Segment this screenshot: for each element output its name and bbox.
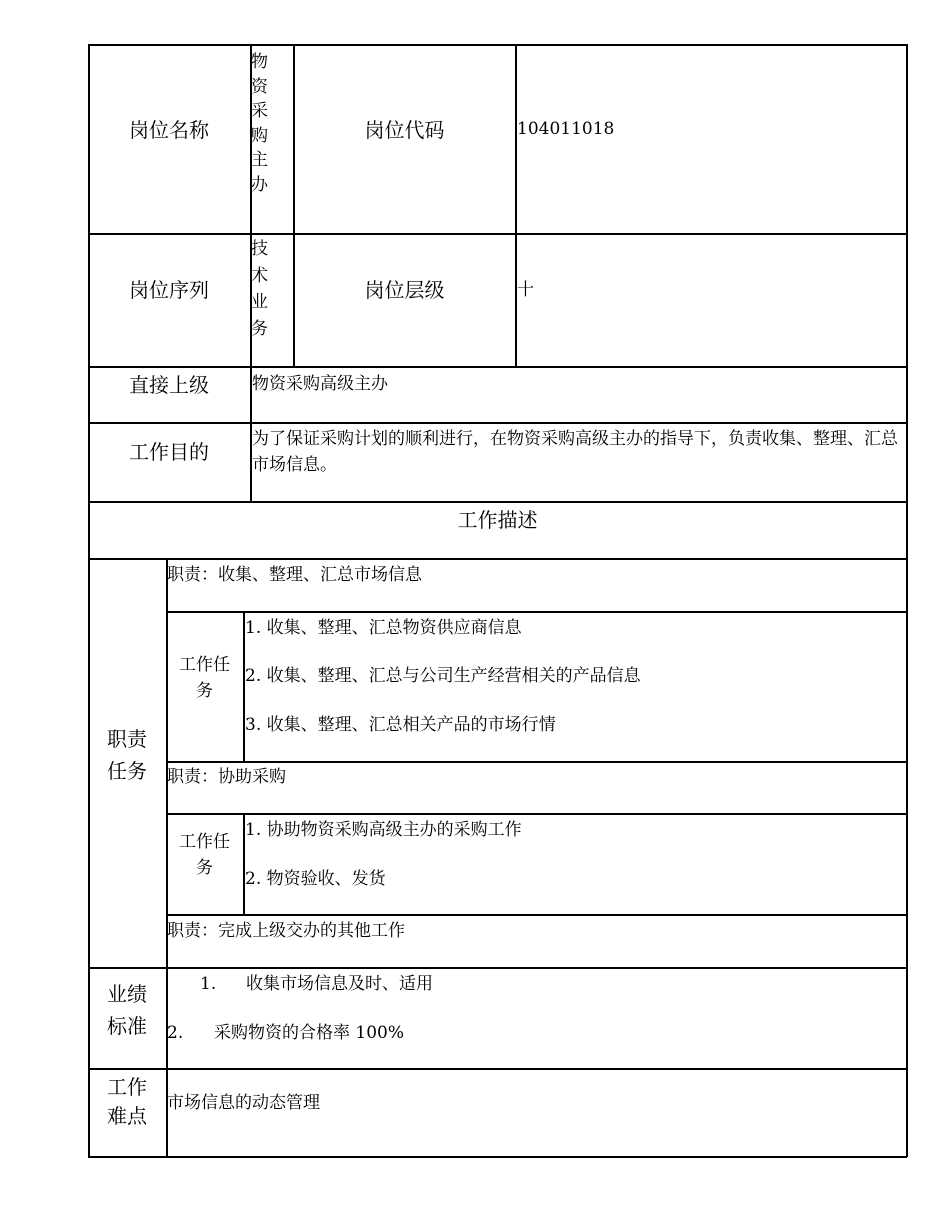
task-label-line: 务 xyxy=(196,858,213,878)
task-label-line: 务 xyxy=(196,681,213,701)
performance-item-number: 1. xyxy=(200,974,217,994)
duties-section-label xyxy=(88,723,166,787)
performance-label-line: 业绩 xyxy=(107,982,147,1006)
rule xyxy=(166,813,907,815)
rule xyxy=(88,422,907,424)
rule xyxy=(88,44,907,46)
performance-label xyxy=(88,978,166,1042)
rule xyxy=(906,44,908,1157)
performance-label-line: 标准 xyxy=(107,1014,147,1038)
performance-item-text: 收集市场信息及时、适用 xyxy=(246,974,433,994)
task-item: 1. 收集、整理、汇总物资供应商信息 xyxy=(245,618,522,638)
level-label: 岗位层级 xyxy=(364,278,445,302)
sequence-char: 业 xyxy=(251,292,268,312)
rule xyxy=(88,501,907,503)
duty-title: 职责：协助采购 xyxy=(167,767,286,787)
task-item: 1. 协助物资采购高级主办的采购工作 xyxy=(245,820,522,840)
sequence-char: 务 xyxy=(251,318,268,339)
sequence-char: 术 xyxy=(251,265,268,286)
difficulty-label-line: 难点 xyxy=(107,1104,147,1128)
purpose-value: 为了保证采购计划的顺利进行，在物资采购高级主办的指导下，负责收集、整理、汇总市场信息。 xyxy=(252,429,898,475)
difficulty-value: 市场信息的动态管理 xyxy=(167,1093,320,1113)
duties-label-line: 任务 xyxy=(107,759,147,783)
task-label xyxy=(166,829,243,881)
position-code-label: 岗位代码 xyxy=(364,118,445,142)
task-item: 3. 收集、整理、汇总相关产品的市场行情 xyxy=(245,715,556,735)
sequence-char: 技 xyxy=(251,239,268,259)
performance-item-number: 2. xyxy=(167,1023,184,1043)
rule xyxy=(293,44,295,367)
difficulty-label-line: 工作 xyxy=(107,1075,147,1099)
duties-label-line: 职责 xyxy=(107,727,147,751)
position-name-value xyxy=(251,50,273,197)
position-name-char: 物 xyxy=(251,52,268,72)
duty-title: 职责：收集、整理、汇总市场信息 xyxy=(167,565,422,585)
performance-item-text: 采购物资的合格率 100% xyxy=(214,1023,405,1043)
rule xyxy=(166,914,907,916)
rule xyxy=(88,233,907,235)
position-name-char: 主 xyxy=(251,150,268,170)
task-label xyxy=(166,652,243,704)
position-name-char: 办 xyxy=(251,174,268,195)
task-item: 2. 物资验收、发货 xyxy=(245,869,386,889)
difficulty-label xyxy=(88,1073,166,1131)
position-name-char: 购 xyxy=(251,125,268,146)
rule xyxy=(166,611,907,613)
rule xyxy=(88,366,907,368)
superior-label: 直接上级 xyxy=(129,373,209,397)
position-name-label: 岗位名称 xyxy=(129,118,209,142)
position-code-value: 104011018 xyxy=(517,119,615,139)
rule xyxy=(88,558,907,560)
description-title: 工作描述 xyxy=(457,508,538,532)
rule xyxy=(515,44,517,367)
position-name-char: 资 xyxy=(251,76,268,97)
purpose-label: 工作目的 xyxy=(129,440,209,464)
task-label-line: 工作任 xyxy=(179,655,230,675)
task-item: 2. 收集、整理、汇总与公司生产经营相关的产品信息 xyxy=(245,666,641,686)
sequence-label: 岗位序列 xyxy=(129,278,209,302)
position-name-char: 采 xyxy=(251,101,268,121)
sequence-value xyxy=(251,236,273,342)
rule xyxy=(88,1068,907,1070)
rule xyxy=(88,967,907,969)
duty-title: 职责：完成上级交办的其他工作 xyxy=(167,921,405,941)
level-value: 十 xyxy=(517,280,534,300)
rule xyxy=(88,1156,907,1158)
task-label-line: 工作任 xyxy=(179,832,230,852)
superior-value: 物资采购高级主办 xyxy=(252,374,388,394)
rule xyxy=(166,761,907,763)
